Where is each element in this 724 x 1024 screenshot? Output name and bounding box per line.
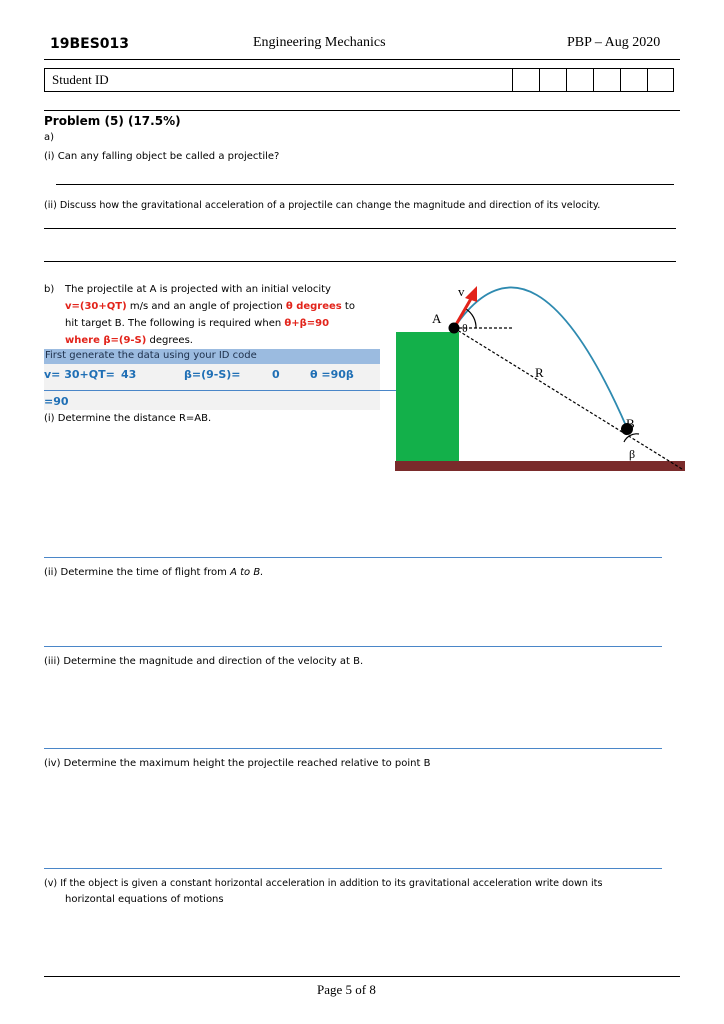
angle-condition: θ+β=90	[284, 318, 330, 329]
ground	[395, 461, 685, 471]
page-number: Page 5 of 8	[317, 982, 376, 997]
id-digit-cell[interactable]	[539, 68, 566, 92]
course-title: Engineering Mechanics	[253, 35, 386, 50]
v-label: v= 30+QT=	[44, 368, 115, 381]
data-separator	[44, 390, 416, 391]
section-rule	[44, 110, 680, 111]
answer-line[interactable]	[56, 184, 674, 185]
answer-line[interactable]	[44, 748, 662, 749]
answer-line[interactable]	[44, 868, 662, 869]
label-a: A	[432, 311, 442, 326]
label-beta: β	[629, 447, 636, 461]
beta-expression: β=(9-S)	[103, 335, 147, 346]
label-r: R	[535, 365, 544, 380]
theta-degrees: θ degrees	[285, 301, 342, 312]
question-a-ii: (ii) Discuss how the gravitational acceleration of a projectile can change the magnitude and direction of its velocity.	[44, 200, 601, 211]
answer-line[interactable]	[44, 557, 662, 558]
question-b-ii	[44, 567, 263, 578]
part-b-label: b)	[44, 284, 55, 295]
v-value[interactable]: 43	[121, 368, 137, 381]
id-digit-cell[interactable]	[593, 68, 620, 92]
text-span: to	[341, 301, 355, 312]
part-b-line2	[65, 301, 355, 312]
range-line	[454, 328, 682, 469]
part-b-line1: The projectile at A is projected with an initial velocity	[65, 284, 331, 295]
text-span: m/s and an angle of projection	[126, 301, 286, 312]
theta-label: θ =90β	[310, 368, 354, 381]
text-span: (ii) Determine the time of flight from	[44, 567, 231, 578]
id-digit-cell[interactable]	[512, 68, 539, 92]
header-rule	[44, 59, 680, 60]
beta-label: β=(9-S)=	[184, 368, 241, 381]
cliff-block	[396, 332, 459, 464]
beta-value[interactable]: 0	[272, 368, 280, 381]
text-span: hit target B. The following is required when	[65, 318, 285, 329]
generate-note: First generate the data using your ID code	[45, 350, 257, 361]
question-b-v: (v) If the object is given a constant horizontal acceleration in addition to its gravitational acceleration write down its	[44, 878, 603, 889]
term-label: PBP – Aug 2020	[567, 35, 661, 50]
part-b-line3	[65, 318, 329, 329]
point-a	[449, 323, 460, 334]
question-b-v-line2: horizontal equations of motions	[65, 894, 224, 905]
footer-rule	[44, 976, 680, 977]
velocity-arrowhead	[465, 286, 477, 302]
trajectory-curve	[454, 287, 627, 428]
text-span: degrees.	[146, 335, 193, 346]
answer-line[interactable]	[44, 261, 676, 262]
problem-title: Problem (5) (17.5%)	[44, 114, 181, 128]
label-b: B	[626, 416, 635, 431]
answer-line[interactable]	[44, 228, 676, 229]
id-digit-cell[interactable]	[620, 68, 647, 92]
id-digit-cell[interactable]	[566, 68, 593, 92]
part-a-label: a)	[44, 132, 55, 143]
theta-value[interactable]: =90	[44, 395, 69, 408]
answer-line[interactable]	[44, 646, 662, 647]
label-theta: θ	[462, 321, 468, 335]
student-id-label: Student ID	[52, 72, 109, 87]
question-b-iii: (iii) Determine the magnitude and direction of the velocity at B.	[44, 656, 364, 667]
question-a-i: (i) Can any falling object be called a projectile?	[44, 151, 280, 162]
course-code: 19BES013	[50, 36, 130, 52]
velocity-expression: v=(30+QT)	[65, 301, 127, 312]
question-b-i: (i) Determine the distance R=AB.	[44, 413, 212, 424]
id-digit-cell[interactable]	[647, 68, 674, 92]
text-span: A to B.	[230, 567, 264, 578]
projectile-diagram	[392, 268, 688, 476]
question-b-iv: (iv) Determine the maximum height the projectile reached relative to point B	[44, 758, 431, 769]
text-span: where	[65, 335, 104, 346]
part-b-line4	[65, 335, 193, 346]
label-v: v	[458, 284, 465, 299]
